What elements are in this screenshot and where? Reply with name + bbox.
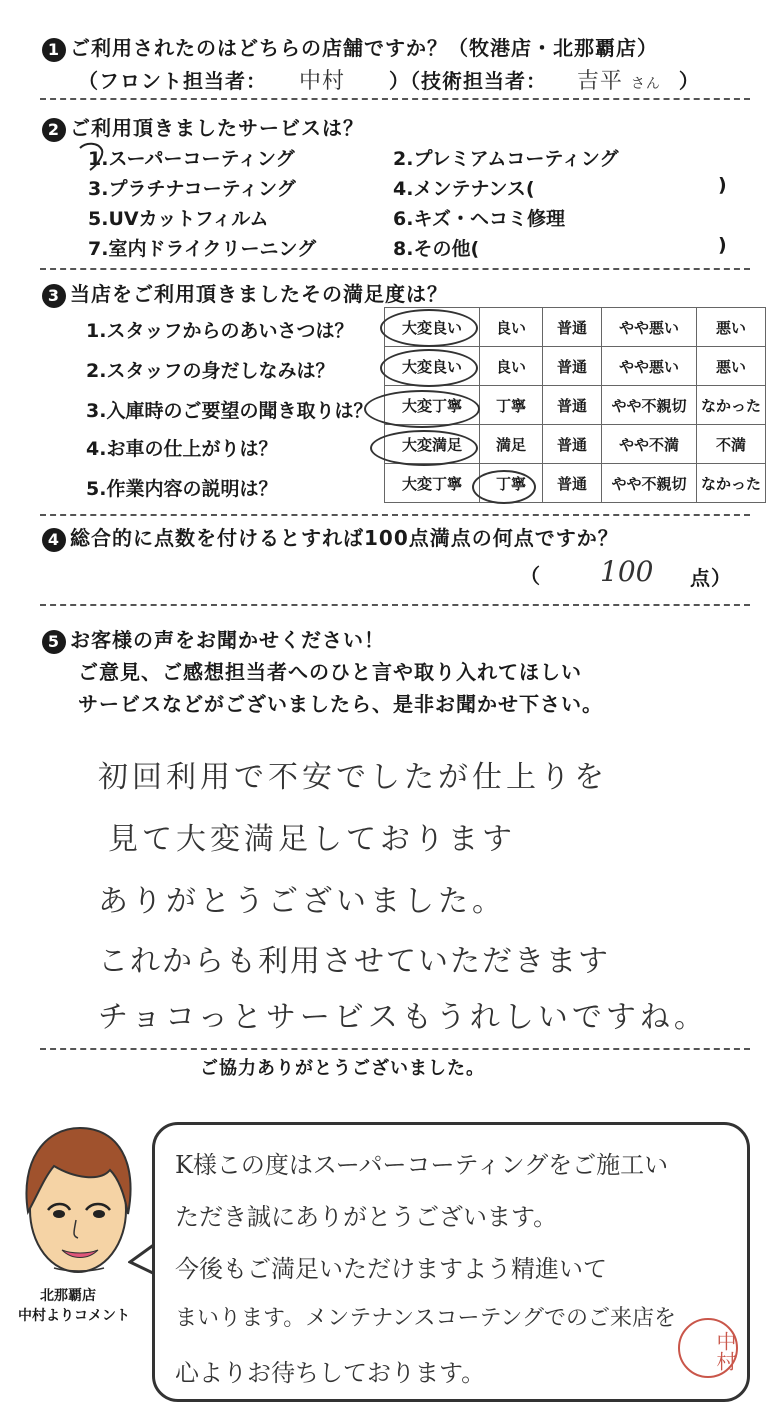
question-number-3: 3 (42, 284, 66, 308)
question-number-5: 5 (42, 630, 66, 654)
score-open: （ (520, 564, 541, 588)
customer-comment-line: チョコっとサービスもうれしいですね。 (98, 1000, 708, 1035)
service-option-4-close: ) (718, 174, 727, 196)
question-3-text: 当店をご利用頂きましたその満足度は？ (70, 282, 448, 306)
satisfaction-question-3: 3.入庫時のご要望の聞き取りは？ (86, 400, 373, 422)
service-option-5: 5.UVカットフィルム (88, 208, 269, 230)
divider (40, 1048, 750, 1050)
rating-cell: 満足 (480, 425, 543, 464)
service-option-6: 6.キズ・ヘコミ修理 (393, 208, 566, 230)
rating-cell: やや不親切 (602, 464, 697, 503)
staff-store: 北那覇店 (40, 1288, 96, 1304)
question-number-2: 2 (42, 118, 66, 142)
service-option-3: 3.プラチナコーティング (88, 178, 296, 200)
service-option-8: 8.その他( (393, 238, 480, 260)
satisfaction-question-4: 4.お車の仕上がりは？ (86, 438, 278, 460)
tech-staff-name: 吉平 (576, 69, 623, 94)
customer-comment-line: これからも利用させていただきます (98, 944, 610, 979)
question-5-line-3: サービスなどがございましたら、是非お聞かせ下さい。 (78, 692, 603, 716)
name-stamp: 中村 (678, 1318, 738, 1378)
rating-cell: 良い (480, 347, 543, 386)
staff-caption: 中村よりコメント (18, 1308, 130, 1324)
rating-cell: 丁寧 (480, 464, 543, 503)
question-4-text: 総合的に点数を付けるとすれば100点満点の何点ですか？ (70, 526, 619, 550)
question-1 (42, 32, 658, 62)
rating-cell: 不満 (697, 425, 766, 464)
rating-cell: 大変良い (385, 347, 480, 386)
service-option-4: 4.メンテナンス( (393, 178, 535, 200)
staff-reply-line: 今後もご満足いただけますよう精進いて (175, 1255, 607, 1283)
rating-cell: 普通 (543, 386, 602, 425)
tech-staff-suffix: さん (630, 76, 661, 92)
service-option-8-close: ) (718, 234, 727, 256)
rating-cell: 普通 (543, 347, 602, 386)
satisfaction-question-5: 5.作業内容の説明は？ (86, 478, 278, 500)
rating-cell: やや悪い (602, 347, 697, 386)
divider (40, 268, 750, 270)
rating-cell: 普通 (543, 464, 602, 503)
rating-cell: なかった (697, 464, 766, 503)
customer-comment-line: ありがとうございました。 (98, 884, 506, 919)
selection-circle (370, 430, 478, 466)
rating-cell: 良い (480, 308, 543, 347)
staff-reply-bubble (152, 1122, 750, 1402)
selection-circle (472, 470, 536, 504)
front-staff-label: （フロント担当者： (78, 69, 267, 93)
rating-cell: なかった (697, 386, 766, 425)
divider (40, 604, 750, 606)
service-option-2: 2.プレミアムコーティング (393, 148, 619, 170)
question-number-4: 4 (42, 528, 66, 552)
staff-reply-line: ただき誠にありがとうございます。 (175, 1203, 558, 1231)
customer-comment-line: 見て大変満足しております (108, 822, 516, 857)
staff-reply-line: 心よりお待ちしております。 (175, 1359, 486, 1387)
rating-cell: 丁寧 (480, 386, 543, 425)
thanks-message: ご協力ありがとうございました。 (200, 1058, 485, 1079)
tech-staff-close: ） (678, 69, 700, 93)
question-3 (42, 278, 448, 308)
question-number-1: 1 (42, 38, 66, 62)
divider (40, 98, 750, 100)
rating-cell: 悪い (697, 308, 766, 347)
question-1-text: ご利用されたのはどちらの店舗ですか？（牧港店・北那覇店） (70, 36, 658, 60)
divider (40, 514, 750, 516)
satisfaction-question-2: 2.スタッフの身だしなみは？ (86, 360, 335, 382)
rating-cell: 普通 (543, 308, 602, 347)
customer-comment-line: 初回利用で不安でしたが仕上りを (98, 760, 608, 795)
question-5 (42, 624, 385, 654)
selection-circle (364, 390, 480, 428)
selection-circle (380, 309, 478, 347)
table-row (385, 464, 766, 503)
rating-cell: 大変良い (385, 308, 480, 347)
staff-reply-line: まいります。メンテナンスコーテングでのご来店を (175, 1306, 676, 1331)
question-1-staff (78, 64, 700, 95)
service-option-7: 7.室内ドライクリーニング (88, 238, 317, 260)
score-unit: 点） (690, 566, 732, 590)
rating-cell: 普通 (543, 425, 602, 464)
satisfaction-question-1: 1.スタッフからのあいさつは？ (86, 320, 354, 342)
question-5-line-2: ご意見、ご感想担当者へのひと言や取り入れてほしい (78, 660, 582, 684)
rating-cell: 大変満足 (385, 425, 480, 464)
rating-cell: やや悪い (602, 308, 697, 347)
question-5-text: お客様の声をお聞かせください！ (70, 628, 385, 652)
question-2-text: ご利用頂きましたサービスは？ (70, 116, 364, 140)
question-2 (42, 112, 364, 142)
score-value: 100 (600, 555, 654, 588)
staff-reply-line: K様この度はスーパーコーティングをご施工い (175, 1151, 669, 1179)
selected-check-mark (76, 140, 110, 174)
front-staff-name: 中村 (298, 69, 345, 94)
staff-avatar (14, 1122, 144, 1282)
tech-staff-label: ）（技術担当者： (388, 69, 547, 93)
rating-cell: 悪い (697, 347, 766, 386)
service-option-1: 1.スーパーコーティング (88, 148, 295, 170)
rating-cell: やや不満 (602, 425, 697, 464)
question-4 (42, 522, 619, 552)
rating-cell: やや不親切 (602, 386, 697, 425)
rating-cell: 大変丁寧 (385, 464, 480, 503)
rating-cell: 大変丁寧 (385, 386, 480, 425)
selection-circle (380, 349, 478, 387)
